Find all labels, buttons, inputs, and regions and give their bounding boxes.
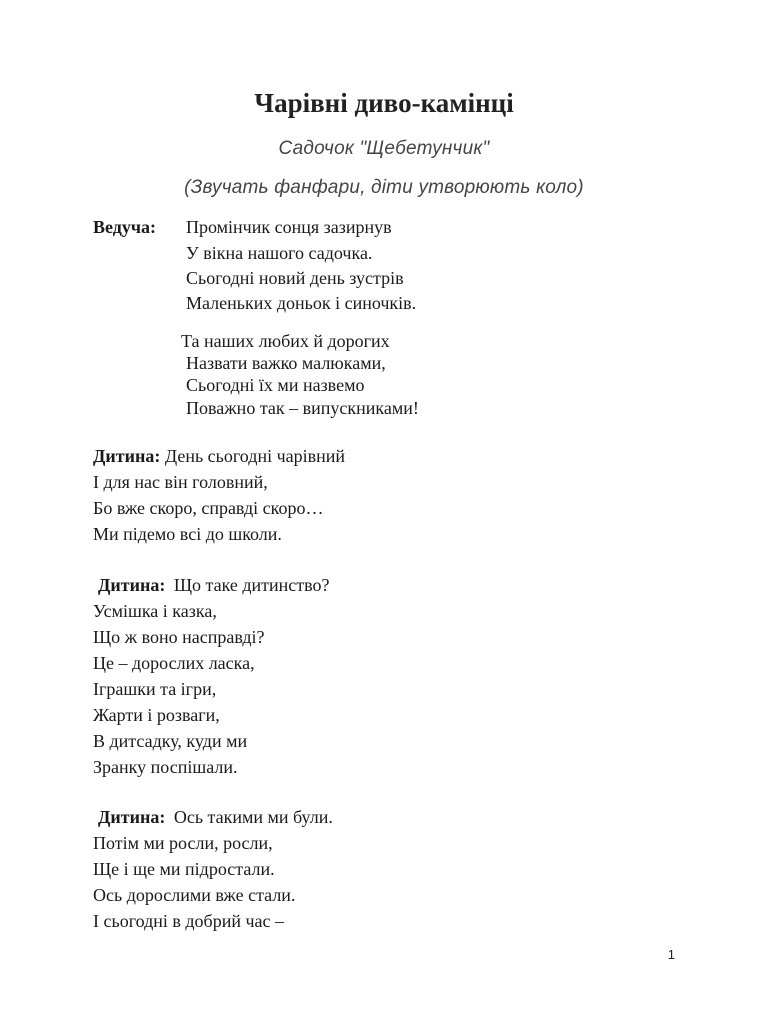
verse-line: У вікна нашого садочка. xyxy=(186,243,373,263)
verse-first-line xyxy=(98,806,333,828)
document-title: Чарівні диво-камінці xyxy=(254,88,514,118)
verse-line: Що ж воно насправді? xyxy=(93,627,265,647)
verse-line: Промінчик сонця зазирнув xyxy=(186,217,392,237)
verse-line: Сьогодні їх ми назвемо xyxy=(186,375,365,395)
verse-line: Бо вже скоро, справді скоро… xyxy=(93,498,324,518)
verse-line: Поважно так – випускниками! xyxy=(186,398,419,418)
page-number: 1 xyxy=(667,947,675,962)
verse-line: І для нас він головний, xyxy=(93,472,268,492)
verse-line: Потім ми росли, росли, xyxy=(93,833,273,853)
verse-first-line xyxy=(93,445,345,467)
verse-line: Що таке дитинство? xyxy=(173,575,330,595)
verse-line: Усмішка і казка, xyxy=(93,601,217,621)
speaker-label-child: Дитина: xyxy=(98,807,166,827)
verse-line: Ми підемо всі до школи. xyxy=(93,524,282,544)
verse-line: День сьогодні чарівний xyxy=(164,446,346,466)
verse-line: Ось дорослими вже стали. xyxy=(93,885,296,905)
verse-line: Ще і ще ми підростали. xyxy=(93,859,275,879)
document-subtitle: Садочок "Щебетунчик" xyxy=(278,138,490,159)
verse-line: Зранку поспішали. xyxy=(93,757,238,777)
speaker-label-host: Ведуча: xyxy=(93,217,157,237)
verse-line: Це – дорослих ласка, xyxy=(93,653,255,673)
verse-first-line xyxy=(98,574,330,596)
stage-direction: (Звучать фанфари, діти утворюють коло) xyxy=(184,177,584,198)
verse-line: Сьогодні новий день зустрів xyxy=(186,268,404,288)
verse-line: І сьогодні в добрий час – xyxy=(93,911,285,931)
verse-line: Назвати важко малюками, xyxy=(186,353,386,373)
verse-line: Жарти і розваги, xyxy=(93,705,220,725)
verse-line: Маленьких доньок і синочків. xyxy=(186,293,417,313)
speaker-label-child: Дитина: xyxy=(98,575,166,595)
verse-line: Та наших любих й дорогих xyxy=(181,331,390,351)
verse-line: В дитсадку, куди ми xyxy=(93,731,248,751)
verse-line: Ось такими ми були. xyxy=(173,807,333,827)
verse-line: Іграшки та ігри, xyxy=(93,679,217,699)
speaker-label-child: Дитина: xyxy=(93,446,161,466)
